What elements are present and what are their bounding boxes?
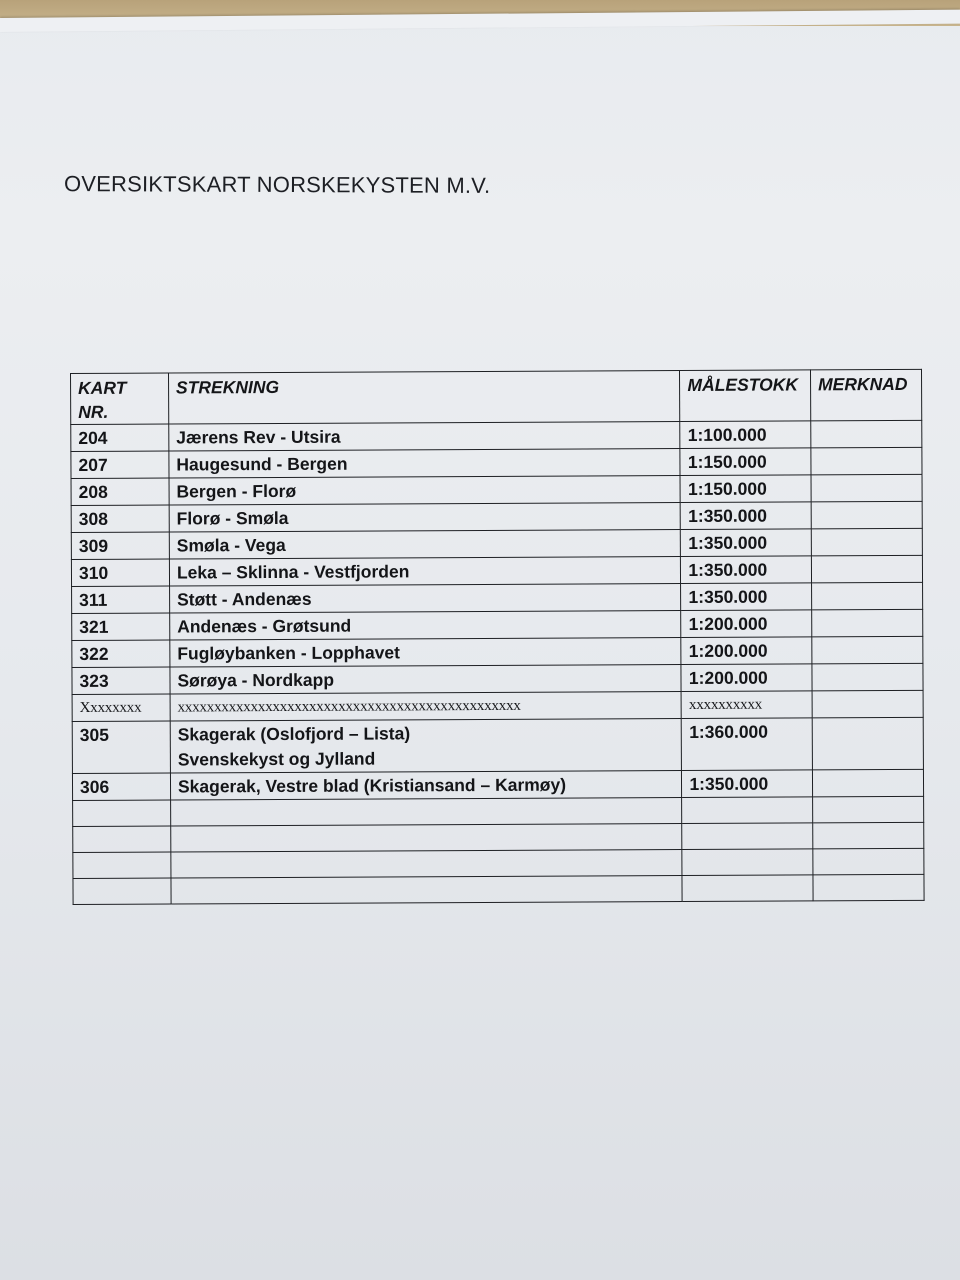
document-title: OVERSIKTSKART NORSKEKYSTEN M.V. (63, 171, 491, 198)
cell-merknad (812, 636, 923, 664)
strekning-line: Smøla - Vega (176, 534, 286, 556)
cell-malestokk: 1:350.000 (681, 556, 812, 584)
strekning-line-2: Svenskekyst og Jylland (177, 748, 376, 770)
cell-strekning (170, 771, 682, 800)
strekning-line: Bergen - Florø (176, 480, 297, 502)
strekning-line: Florø - Smøla (176, 507, 289, 529)
cell-kart-nr: Xxxxxxxx (72, 694, 170, 721)
table-row (71, 447, 922, 478)
strekning-line: Jærens Rev - Utsira (176, 426, 341, 448)
table-row (72, 717, 923, 773)
table-row (72, 582, 923, 613)
header-strekning: STREKNING (168, 371, 680, 424)
table-row (71, 420, 922, 451)
empty-cell (813, 796, 924, 823)
cell-malestokk: xxxxxxxxxx (681, 691, 812, 719)
strekning-line: Skagerak (Oslofjord – Lista) (177, 723, 411, 745)
cell-malestokk: 1:350.000 (681, 502, 812, 530)
cell-strekning (170, 665, 682, 694)
cell-malestokk: 1:150.000 (680, 448, 811, 476)
table-row (72, 609, 923, 640)
chart-list-table (70, 369, 925, 905)
empty-table-row (73, 874, 924, 904)
empty-cell (171, 876, 683, 904)
empty-cell (73, 878, 171, 904)
cell-strekning (170, 638, 682, 667)
empty-cell (73, 800, 171, 826)
cell-kart-nr: 323 (72, 667, 170, 694)
cell-strekning (169, 584, 681, 613)
cell-strekning (170, 692, 682, 721)
cell-malestokk: 1:200.000 (681, 610, 812, 638)
cell-malestokk: 1:200.000 (681, 664, 812, 692)
cell-kart-nr: 310 (71, 559, 169, 586)
table-header-row (71, 369, 922, 424)
empty-cell (73, 826, 171, 852)
cell-malestokk: 1:150.000 (680, 475, 811, 503)
cell-strekning (169, 530, 681, 559)
cell-kart-nr: 207 (71, 451, 169, 478)
cell-malestokk: 1:350.000 (681, 529, 812, 557)
cell-strekning (169, 476, 681, 505)
cell-merknad (812, 609, 923, 637)
empty-cell (813, 874, 924, 901)
cell-merknad (811, 528, 922, 556)
strekning-line: Støtt - Andenæs (176, 588, 312, 610)
empty-cell (682, 797, 813, 824)
cell-merknad (812, 717, 923, 770)
header-merknad: MERKNAD (810, 369, 921, 421)
header-malestokk: MÅLESTOKK (680, 370, 811, 422)
strekning-line: xxxxxxxxxxxxxxxxxxxxxxxxxxxxxxxxxxxxxxxxxxxxxxx (177, 697, 521, 716)
cell-kart-nr: 305 (72, 721, 170, 773)
empty-cell (171, 850, 683, 878)
cell-strekning (170, 611, 682, 640)
table-row (71, 474, 922, 505)
table-row (72, 690, 923, 721)
header-kart-nr: KART NR. (71, 373, 169, 424)
empty-cell (813, 822, 924, 849)
strekning-line: Fugløybanken - Lopphavet (177, 642, 401, 664)
table-row (72, 636, 923, 667)
cell-strekning (169, 422, 681, 451)
cell-merknad (812, 690, 923, 718)
empty-cell (682, 849, 813, 876)
cell-strekning (169, 449, 681, 478)
cell-malestokk: 1:200.000 (681, 637, 812, 665)
cell-malestokk: 1:350.000 (681, 583, 812, 611)
strekning-line: Haugesund - Bergen (176, 453, 348, 475)
empty-cell (171, 798, 683, 826)
table-row (71, 555, 922, 586)
cell-kart-nr: 204 (71, 424, 169, 451)
cell-kart-nr: 321 (72, 613, 170, 640)
cell-kart-nr: 309 (71, 532, 169, 559)
cell-merknad (812, 582, 923, 610)
table-row (72, 663, 923, 694)
cell-merknad (811, 555, 922, 583)
cell-malestokk: 1:350.000 (682, 770, 813, 798)
empty-cell (682, 875, 813, 902)
strekning-line: Skagerak, Vestre blad (Kristiansand – Karmøy) (177, 774, 567, 797)
table-body (71, 420, 924, 904)
strekning-line: Sørøya - Nordkapp (177, 669, 335, 691)
table-row (71, 501, 922, 532)
strekning-line: Leka – Sklinna - Vestfjorden (176, 561, 410, 583)
cell-strekning (169, 557, 681, 586)
cell-strekning (169, 503, 681, 532)
empty-cell (171, 824, 683, 852)
table-row (71, 528, 922, 559)
cell-merknad (811, 501, 922, 529)
cell-malestokk: 1:100.000 (680, 421, 811, 449)
cell-merknad (811, 474, 922, 502)
cell-kart-nr: 208 (71, 478, 169, 505)
cell-kart-nr: 308 (71, 505, 169, 532)
cell-merknad (812, 663, 923, 691)
empty-cell (682, 823, 813, 850)
empty-cell (813, 848, 924, 875)
cell-malestokk: 1:360.000 (682, 718, 813, 771)
cell-kart-nr: 322 (72, 640, 170, 667)
cell-merknad (812, 769, 923, 797)
empty-cell (73, 852, 171, 878)
cell-kart-nr: 306 (72, 773, 170, 800)
table-row (72, 769, 923, 800)
strekning-line: Andenæs - Grøtsund (177, 615, 352, 637)
cell-merknad (811, 447, 922, 475)
cell-merknad (811, 420, 922, 448)
cell-kart-nr: 311 (72, 586, 170, 613)
cell-strekning (170, 719, 682, 773)
